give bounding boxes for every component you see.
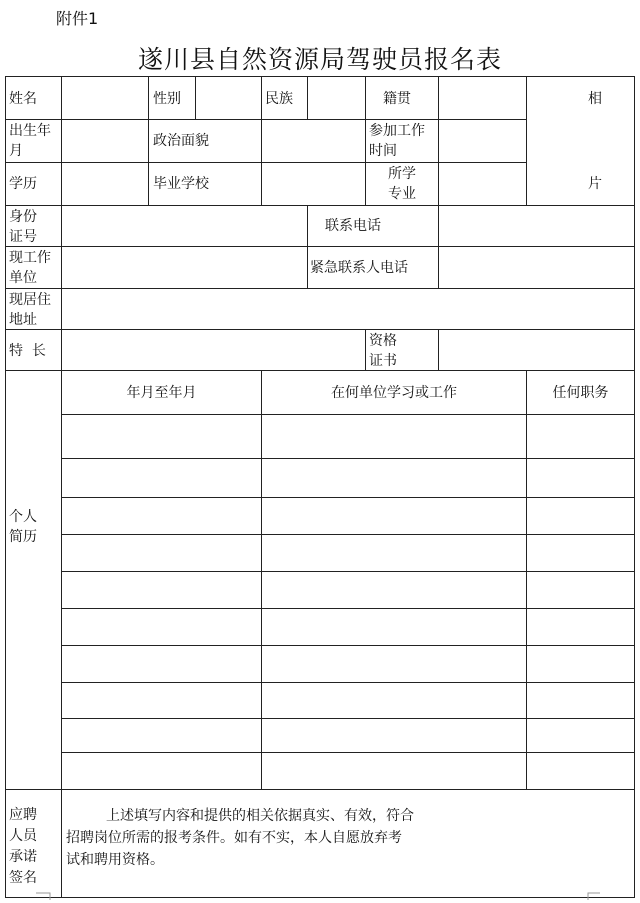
ethnicity-label: 民族 (265, 91, 293, 107)
birth-label-line2: 月 (9, 143, 23, 159)
attachment-label: 附件1 (56, 9, 99, 28)
current-work-label-line1: 现工作 (9, 250, 51, 266)
resume-label-line2: 简历 (9, 529, 37, 545)
commitment-label-line3: 承诺 (9, 849, 37, 865)
birth-label-line1: 出生年 (9, 123, 51, 139)
id-number-label-line1: 身份 (9, 209, 37, 225)
id-number-label-line2: 证号 (9, 229, 37, 245)
resume-header-organization: 在何单位学习或工作 (331, 385, 457, 401)
commitment-label-line1: 应聘 (9, 807, 37, 823)
commitment-line-1: 上述填写内容和提供的相关依据真实、有效，符合 (106, 808, 414, 824)
current-work-label-line2: 单位 (9, 270, 37, 286)
specialty-label: 特 长 (9, 343, 46, 359)
commitment-label-line4: 签名 (9, 870, 37, 886)
work-start-label-line2: 时间 (369, 143, 397, 159)
qualification-label-line2: 证书 (369, 353, 397, 369)
photo-label-top: 相 (588, 91, 602, 107)
commitment-line-2: 招聘岗位所需的报考条件。如有不实，本人自愿放弃考 (66, 830, 402, 846)
photo-label-bottom: 片 (588, 176, 602, 192)
address-label-line2: 地址 (9, 312, 37, 328)
address-label-line1: 现居住 (9, 292, 51, 308)
emergency-phone-label: 紧急联系人电话 (310, 260, 408, 276)
table-border (6, 77, 635, 898)
name-label: 姓名 (9, 91, 37, 107)
phone-label: 联系电话 (325, 218, 381, 234)
major-label-line1: 所学 (388, 166, 416, 182)
education-label: 学历 (9, 176, 37, 192)
qualification-label-line1: 资格 (369, 333, 397, 349)
commitment-label-line2: 人员 (9, 828, 37, 844)
school-label: 毕业学校 (153, 176, 209, 192)
resume-label-line1: 个人 (9, 509, 37, 525)
major-label-line2: 专业 (388, 186, 416, 202)
resume-header-position: 任何职务 (552, 385, 609, 401)
native-place-label: 籍贯 (383, 91, 411, 107)
form-title: 遂川县自然资源局驾驶员报名表 (137, 45, 502, 74)
resume-header-period: 年月至年月 (126, 385, 197, 401)
work-start-label-line1: 参加工作 (369, 123, 425, 139)
commitment-line-3: 试和聘用资格。 (66, 852, 164, 868)
political-status-label: 政治面貌 (153, 133, 209, 149)
commitment-text (66, 805, 466, 871)
gender-label: 性别 (153, 91, 181, 107)
